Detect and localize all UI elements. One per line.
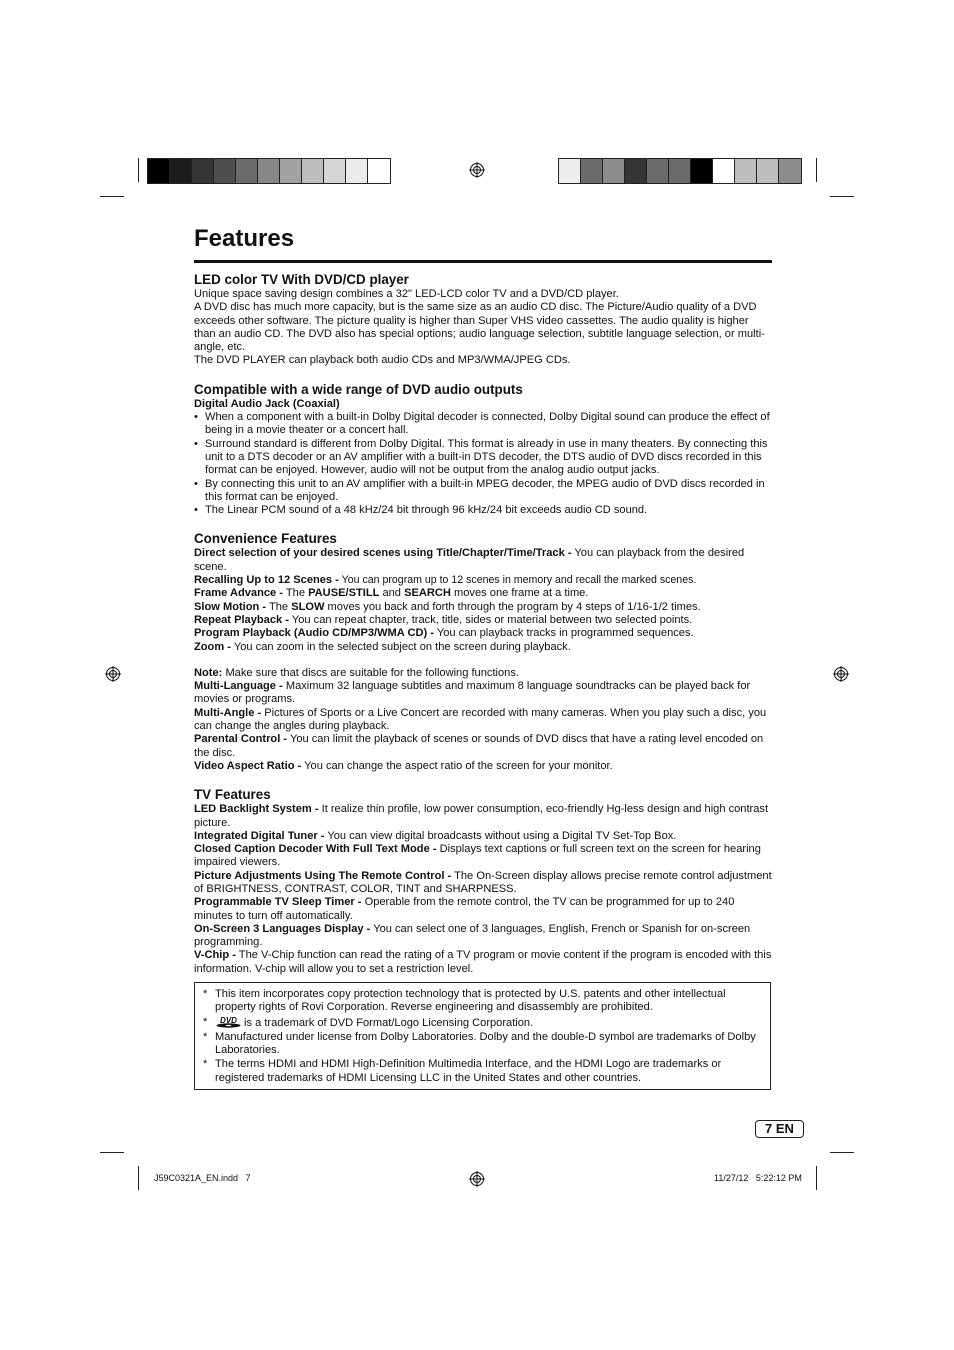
crop-mark <box>138 158 139 182</box>
feature-label: Recalling Up to 12 Scenes - <box>194 574 339 587</box>
paragraph: A DVD disc has much more capacity, but is the same size as an audio CD disc. The Picture/Audio quality of a DVD exceeds other software. The picture quality is higher than Super VHS video cassettes. The audio quality is higher than an audio CD. The DVD also has special options; audio language selection, subtitle language selection, or multi-angle, etc. <box>194 301 765 354</box>
note-item: * This item incorporates copy protection technology that is protected by U.S. patents and other intellectual property rights of Rovi Corporation. Reverse engineering and disassembly are prohibited. <box>203 988 760 1015</box>
feature-label: Frame Advance - <box>194 587 283 600</box>
crop-mark <box>100 1152 124 1153</box>
list-item: • Surround standard is different from Dolby Digital. This format is already in use in many theaters. By connecting this unit to a DTS decoder or an AV amplifier with a built-in DTS decoder, the DTS audio of DVD discs recorded in this format can be enjoyed. However, audio will not be output from the analog audio output jacks. <box>194 438 772 478</box>
feature-label: Parental Control - <box>194 733 288 746</box>
registration-mark-icon <box>833 666 849 682</box>
feature-label: Slow Motion - <box>194 600 267 613</box>
feature-label: Multi-Language - <box>194 680 283 693</box>
subheading-digital-audio-jack: Digital Audio Jack (Coaxial) <box>194 397 340 410</box>
registration-mark-icon <box>469 1171 485 1187</box>
paragraph: Unique space saving design combines a 32" LED-LCD color TV and a DVD/CD player. <box>194 288 619 300</box>
section-convenience-features <box>194 531 772 773</box>
feature-text: The <box>283 587 309 600</box>
feature-text: Pictures of Sports or a Live Concert are recorded with many cameras. When you play such a disc, you can change the angles during playback. <box>194 706 767 733</box>
color-swatch <box>669 159 691 183</box>
feature-direct-selection <box>194 547 772 574</box>
footer-timestamp: 11/27/12 5:22:12 PM <box>714 1173 802 1183</box>
feature-label: Direct selection of your desired scenes using Title/Chapter/Time/Track - <box>194 547 572 560</box>
note-text: Make sure that discs are suitable for the following functions. <box>222 666 519 679</box>
color-swatch <box>581 159 603 183</box>
feature-text: moves you back and forth through the program by 4 steps of 1/16-1/2 times. <box>324 600 701 613</box>
feature-text: You can select one of 3 languages, English, French or Spanish for on-screen programming. <box>194 922 751 949</box>
feature-osd-languages <box>194 923 772 950</box>
registration-mark-icon <box>105 666 121 682</box>
feature-recall-scenes <box>194 574 772 587</box>
feature-label: V-Chip - <box>194 949 236 962</box>
feature-closed-caption <box>194 843 772 870</box>
color-swatch <box>647 159 669 183</box>
feature-text: You can repeat chapter, track, title, sides or material between two selected points. <box>288 613 693 626</box>
feature-repeat-playback <box>194 614 772 627</box>
feature-slow-motion <box>194 601 772 614</box>
feature-label: Repeat Playback - <box>194 613 289 626</box>
color-swatch <box>368 159 390 183</box>
feature-label: On-Screen 3 Languages Display - <box>194 922 371 935</box>
crop-mark <box>816 158 817 182</box>
feature-label: Programmable TV Sleep Timer - <box>194 896 362 909</box>
bullet-list <box>194 411 772 517</box>
section-led-tv-dvd <box>194 272 772 368</box>
crop-mark <box>138 1166 139 1190</box>
key-name: SEARCH <box>404 587 451 600</box>
key-name: SLOW <box>291 600 325 613</box>
section-heading: LED color TV With DVD/CD player <box>194 272 409 287</box>
color-swatch <box>691 159 713 183</box>
feature-text: You can limit the playback of scenes or sounds of DVD discs that have a rating level encoded on the disc. <box>194 733 764 759</box>
feature-parental-control <box>194 733 772 760</box>
list-item: • By connecting this unit to an AV amplifier with a built-in MPEG decoder, the MPEG audio of DVD discs recorded in this format can be enjoyed. <box>194 478 772 505</box>
feature-multi-angle <box>194 707 772 734</box>
feature-text: It realize thin profile, low power consumption, eco-friendly Hg-less design and high contrast picture. <box>194 803 769 829</box>
trademark-notes-box <box>194 982 771 1090</box>
color-swatch <box>346 159 368 183</box>
feature-text: You can zoom in the selected subject on the screen during playback. <box>230 640 571 653</box>
feature-zoom <box>194 641 772 654</box>
feature-text: The On-Screen display allows precise remote control adjustment of BRIGHTNESS, CONTRAST, COLOR, TINT and SHARPNESS. <box>194 869 772 895</box>
feature-digital-tuner <box>194 830 772 843</box>
color-swatch <box>324 159 346 183</box>
note-item: * The terms HDMI and HDMI High-Definition Multimedia Interface, and the HDMI Logo are trademarks or registered trademarks of HDMI Licensing LLC in the United States and other countries. <box>203 1058 760 1085</box>
color-swatch <box>170 159 192 183</box>
key-name: PAUSE/STILL <box>308 587 380 600</box>
feature-text: Operable from the remote control, the TV can be programmed for up to 240 minutes to turn off automatically. <box>194 896 735 922</box>
notes-list <box>203 988 760 1085</box>
color-swatch <box>735 159 757 183</box>
section-tv-features <box>194 787 772 976</box>
crop-mark <box>100 196 124 197</box>
feature-label: Closed Caption Decoder With Full Text Mode - <box>194 843 437 856</box>
feature-text: You can view digital broadcasts without using a Digital TV Set-Top Box. <box>324 829 677 842</box>
feature-text: You can playback tracks in programmed sequences. <box>433 627 694 640</box>
section-heading: Compatible with a wide range of DVD audio outputs <box>194 381 523 397</box>
color-calibration-bar-left <box>147 158 391 184</box>
feature-frame-advance <box>194 587 772 600</box>
color-swatch <box>603 159 625 183</box>
color-swatch <box>148 159 170 183</box>
feature-text: The V-Chip function can read the rating of a TV program or movie content if the program is encoded with this information. V-chip will allow you to set a restriction level. <box>194 949 772 975</box>
color-calibration-bar-right <box>558 158 802 184</box>
color-swatch <box>280 159 302 183</box>
feature-picture-adjustments <box>194 870 772 897</box>
feature-label: Zoom - <box>194 640 231 653</box>
feature-v-chip <box>194 949 772 976</box>
page-number-badge: 7 EN <box>755 1120 804 1138</box>
note-item: * Manufactured under license from Dolby Laboratories. Dolby and the double-D symbol are trademarks of Dolby Laboratories. <box>203 1031 760 1058</box>
color-swatch <box>713 159 735 183</box>
color-swatch <box>302 159 324 183</box>
feature-led-backlight <box>194 803 772 830</box>
color-swatch <box>559 159 581 183</box>
spacer <box>194 654 772 667</box>
section-heading: TV Features <box>194 787 271 803</box>
crop-mark <box>830 196 854 197</box>
feature-label: Multi-Angle - <box>194 706 262 719</box>
note <box>194 667 772 680</box>
note-text: is a trademark of DVD Format/Logo Licensing Corporation. <box>244 1016 534 1029</box>
color-swatch <box>779 159 801 183</box>
crop-mark <box>816 1166 817 1190</box>
feature-text: You can change the aspect ratio of the screen for your monitor. <box>301 759 613 772</box>
feature-label: Video Aspect Ratio - <box>194 759 302 772</box>
list-item: • The Linear PCM sound of a 48 kHz/24 bit through 96 kHz/24 bit exceeds audio CD sound. <box>194 504 772 517</box>
color-swatch <box>258 159 280 183</box>
crop-mark <box>830 1152 854 1153</box>
feature-text: You can playback from the desired scene. <box>194 547 745 573</box>
features-content <box>194 224 772 976</box>
feature-text: and <box>379 587 405 600</box>
feature-text: Maximum 32 language subtitles and maximum 8 language soundtracks can be played back for movies or programs. <box>194 680 751 706</box>
feature-text: You can program up to 12 scenes in memory and recall the marked scenes. <box>338 574 697 587</box>
page-title: Features <box>194 224 772 263</box>
section-heading: Convenience Features <box>194 531 337 547</box>
feature-video-aspect-ratio <box>194 760 772 773</box>
paragraph: The DVD PLAYER can playback both audio CDs and MP3/WMA/JPEG CDs. <box>194 354 571 367</box>
footer-file-name: J59C0321A_EN.indd 7 <box>154 1173 251 1183</box>
dvd-logo-icon <box>215 1016 242 1028</box>
feature-text: The <box>266 600 292 613</box>
svg-text:DVD: * DVD <box>220 1015 237 1025</box>
feature-label: LED Backlight System - <box>194 803 319 816</box>
note-label: Note: <box>194 666 223 679</box>
color-swatch <box>214 159 236 183</box>
registration-mark-icon <box>469 162 485 178</box>
color-swatch <box>757 159 779 183</box>
color-swatch <box>625 159 647 183</box>
color-swatch <box>192 159 214 183</box>
note-item <box>203 1016 760 1030</box>
feature-program-playback <box>194 627 772 640</box>
feature-label: Integrated Digital Tuner - <box>194 829 325 842</box>
section-dvd-audio-outputs <box>194 382 772 518</box>
feature-sleep-timer <box>194 896 772 923</box>
feature-multi-language <box>194 680 772 707</box>
feature-text: moves one frame at a time. <box>450 587 589 600</box>
feature-label: Program Playback (Audio CD/MP3/WMA CD) - <box>194 627 434 640</box>
color-swatch <box>236 159 258 183</box>
feature-label: Picture Adjustments Using The Remote Control - <box>194 869 452 882</box>
list-item: • When a component with a built-in Dolby Digital decoder is connected, Dolby Digital sound can produce the effect of being in a movie theater or a concert hall. <box>194 411 772 438</box>
feature-text: Displays text captions or full screen text on the screen for hearing impaired viewers. <box>194 843 761 869</box>
